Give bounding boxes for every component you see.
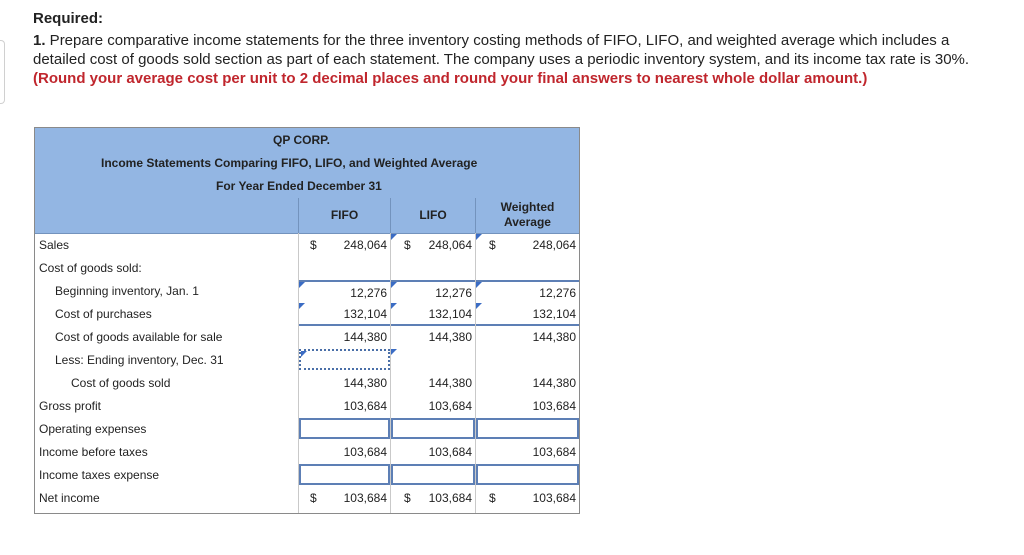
- row-income-taxes-expense: [35, 463, 579, 486]
- beginning-inventory-lifo-input[interactable]: 12,276: [391, 280, 475, 303]
- rounding-note: (Round your average cost per unit to 2 decimal places and round your final answers to nearest whole dollar amount.): [33, 70, 868, 87]
- row-gross-profit: [35, 394, 579, 417]
- gross-profit-fifo-value: 103,684: [343, 399, 387, 413]
- col-lifo: LIFO: [419, 208, 447, 222]
- sales-wavg-input[interactable]: $ 248,064: [476, 234, 579, 255]
- ending-inventory-fifo-input[interactable]: [299, 349, 390, 370]
- row-ending-inventory: [35, 348, 579, 371]
- cost-of-purchases-fifo-input[interactable]: 132,104: [299, 303, 390, 326]
- row-cost-of-purchases: [35, 302, 579, 325]
- label-goods-available: Cost of goods available for sale: [55, 330, 223, 344]
- net-income-lifo-value: $ 103,684: [404, 491, 472, 505]
- company-name: QP CORP.: [273, 133, 330, 147]
- beginning-inventory-fifo-input[interactable]: 12,276: [299, 280, 390, 303]
- income-taxes-expense-wavg-input[interactable]: [476, 464, 579, 485]
- sales-fifo-input[interactable]: $ 248,064: [310, 238, 387, 252]
- ending-inventory-lifo-input[interactable]: [391, 349, 475, 370]
- income-before-taxes-wavg-value: 103,684: [532, 445, 576, 459]
- title-header: [35, 151, 579, 175]
- row-net-income: [35, 486, 579, 509]
- cogs-lifo-value: 144,380: [428, 376, 472, 390]
- column-header-row: [35, 198, 579, 234]
- cogs-fifo-value: 144,380: [343, 376, 387, 390]
- col-weighted-average: [476, 200, 579, 230]
- goods-available-lifo-value: 144,380: [428, 330, 472, 344]
- sales-lifo-input[interactable]: $ 248,064: [391, 234, 475, 255]
- operating-expenses-wavg-input[interactable]: [476, 418, 579, 439]
- beginning-inventory-wavg-input[interactable]: 12,276: [476, 280, 579, 303]
- instructions-text: Prepare comparative income statements for the three inventory costing methods of FIFO, LIFO, and weighted average which includes a detailed cost of goods sold section as part of each statement. The company uses a periodic inventory system, and its income tax rate is 30%.: [33, 32, 970, 68]
- col-fifo: FIFO: [330, 208, 359, 222]
- row-sales: [35, 233, 579, 256]
- income-statement-table: [34, 127, 580, 514]
- period-header: [35, 174, 579, 199]
- goods-available-fifo-value: 144,380: [343, 330, 387, 344]
- label-sales: Sales: [39, 238, 70, 252]
- company-header: [35, 128, 579, 152]
- statement-period: For Year Ended December 31: [216, 179, 382, 193]
- label-operating-expenses: Operating expenses: [39, 422, 147, 436]
- operating-expenses-fifo-input[interactable]: [299, 418, 390, 439]
- col-wavg-line1: Weighted: [500, 200, 555, 214]
- net-income-wavg-value: $ 103,684: [489, 491, 576, 505]
- income-taxes-expense-lifo-input[interactable]: [391, 464, 475, 485]
- net-income-fifo-value: $ 103,684: [310, 491, 387, 505]
- label-cost-of-purchases: Cost of purchases: [55, 307, 152, 321]
- cogs-wavg-value: 144,380: [532, 376, 576, 390]
- operating-expenses-lifo-input[interactable]: [391, 418, 475, 439]
- gross-profit-wavg-value: 103,684: [532, 399, 576, 413]
- cost-of-purchases-wavg-input[interactable]: 132,104: [476, 303, 579, 326]
- cost-of-purchases-lifo-input[interactable]: 132,104: [391, 303, 475, 326]
- row-beginning-inventory: [35, 279, 579, 302]
- item-number: 1.: [33, 32, 46, 49]
- instructions-paragraph: [33, 31, 993, 88]
- col-wavg-line2: Average: [504, 215, 551, 229]
- row-goods-available: [35, 325, 579, 348]
- label-cogs: Cost of goods sold: [71, 376, 171, 390]
- income-before-taxes-lifo-value: 103,684: [428, 445, 472, 459]
- row-income-before-taxes: [35, 440, 579, 463]
- goods-available-wavg-value: 144,380: [532, 330, 576, 344]
- label-beginning-inventory: Beginning inventory, Jan. 1: [55, 284, 199, 298]
- income-taxes-expense-fifo-input[interactable]: [299, 464, 390, 485]
- label-income-before-taxes: Income before taxes: [39, 445, 148, 459]
- label-ending-inventory: Less: Ending inventory, Dec. 31: [55, 353, 224, 367]
- label-gross-profit: Gross profit: [39, 399, 102, 413]
- label-net-income: Net income: [39, 491, 100, 505]
- row-operating-expenses: [35, 417, 579, 440]
- required-heading: Required:: [33, 10, 104, 27]
- ending-inventory-wavg-input[interactable]: [476, 349, 579, 370]
- row-cogs-header: [35, 256, 579, 279]
- income-before-taxes-fifo-value: 103,684: [343, 445, 387, 459]
- left-edge-tab: [0, 40, 5, 104]
- label-income-taxes-expense: Income taxes expense: [39, 468, 160, 482]
- gross-profit-lifo-value: 103,684: [428, 399, 472, 413]
- row-cogs: [35, 371, 579, 394]
- label-cogs-header: Cost of goods sold:: [39, 261, 142, 275]
- statement-title: Income Statements Comparing FIFO, LIFO, and Weighted Average: [101, 156, 478, 170]
